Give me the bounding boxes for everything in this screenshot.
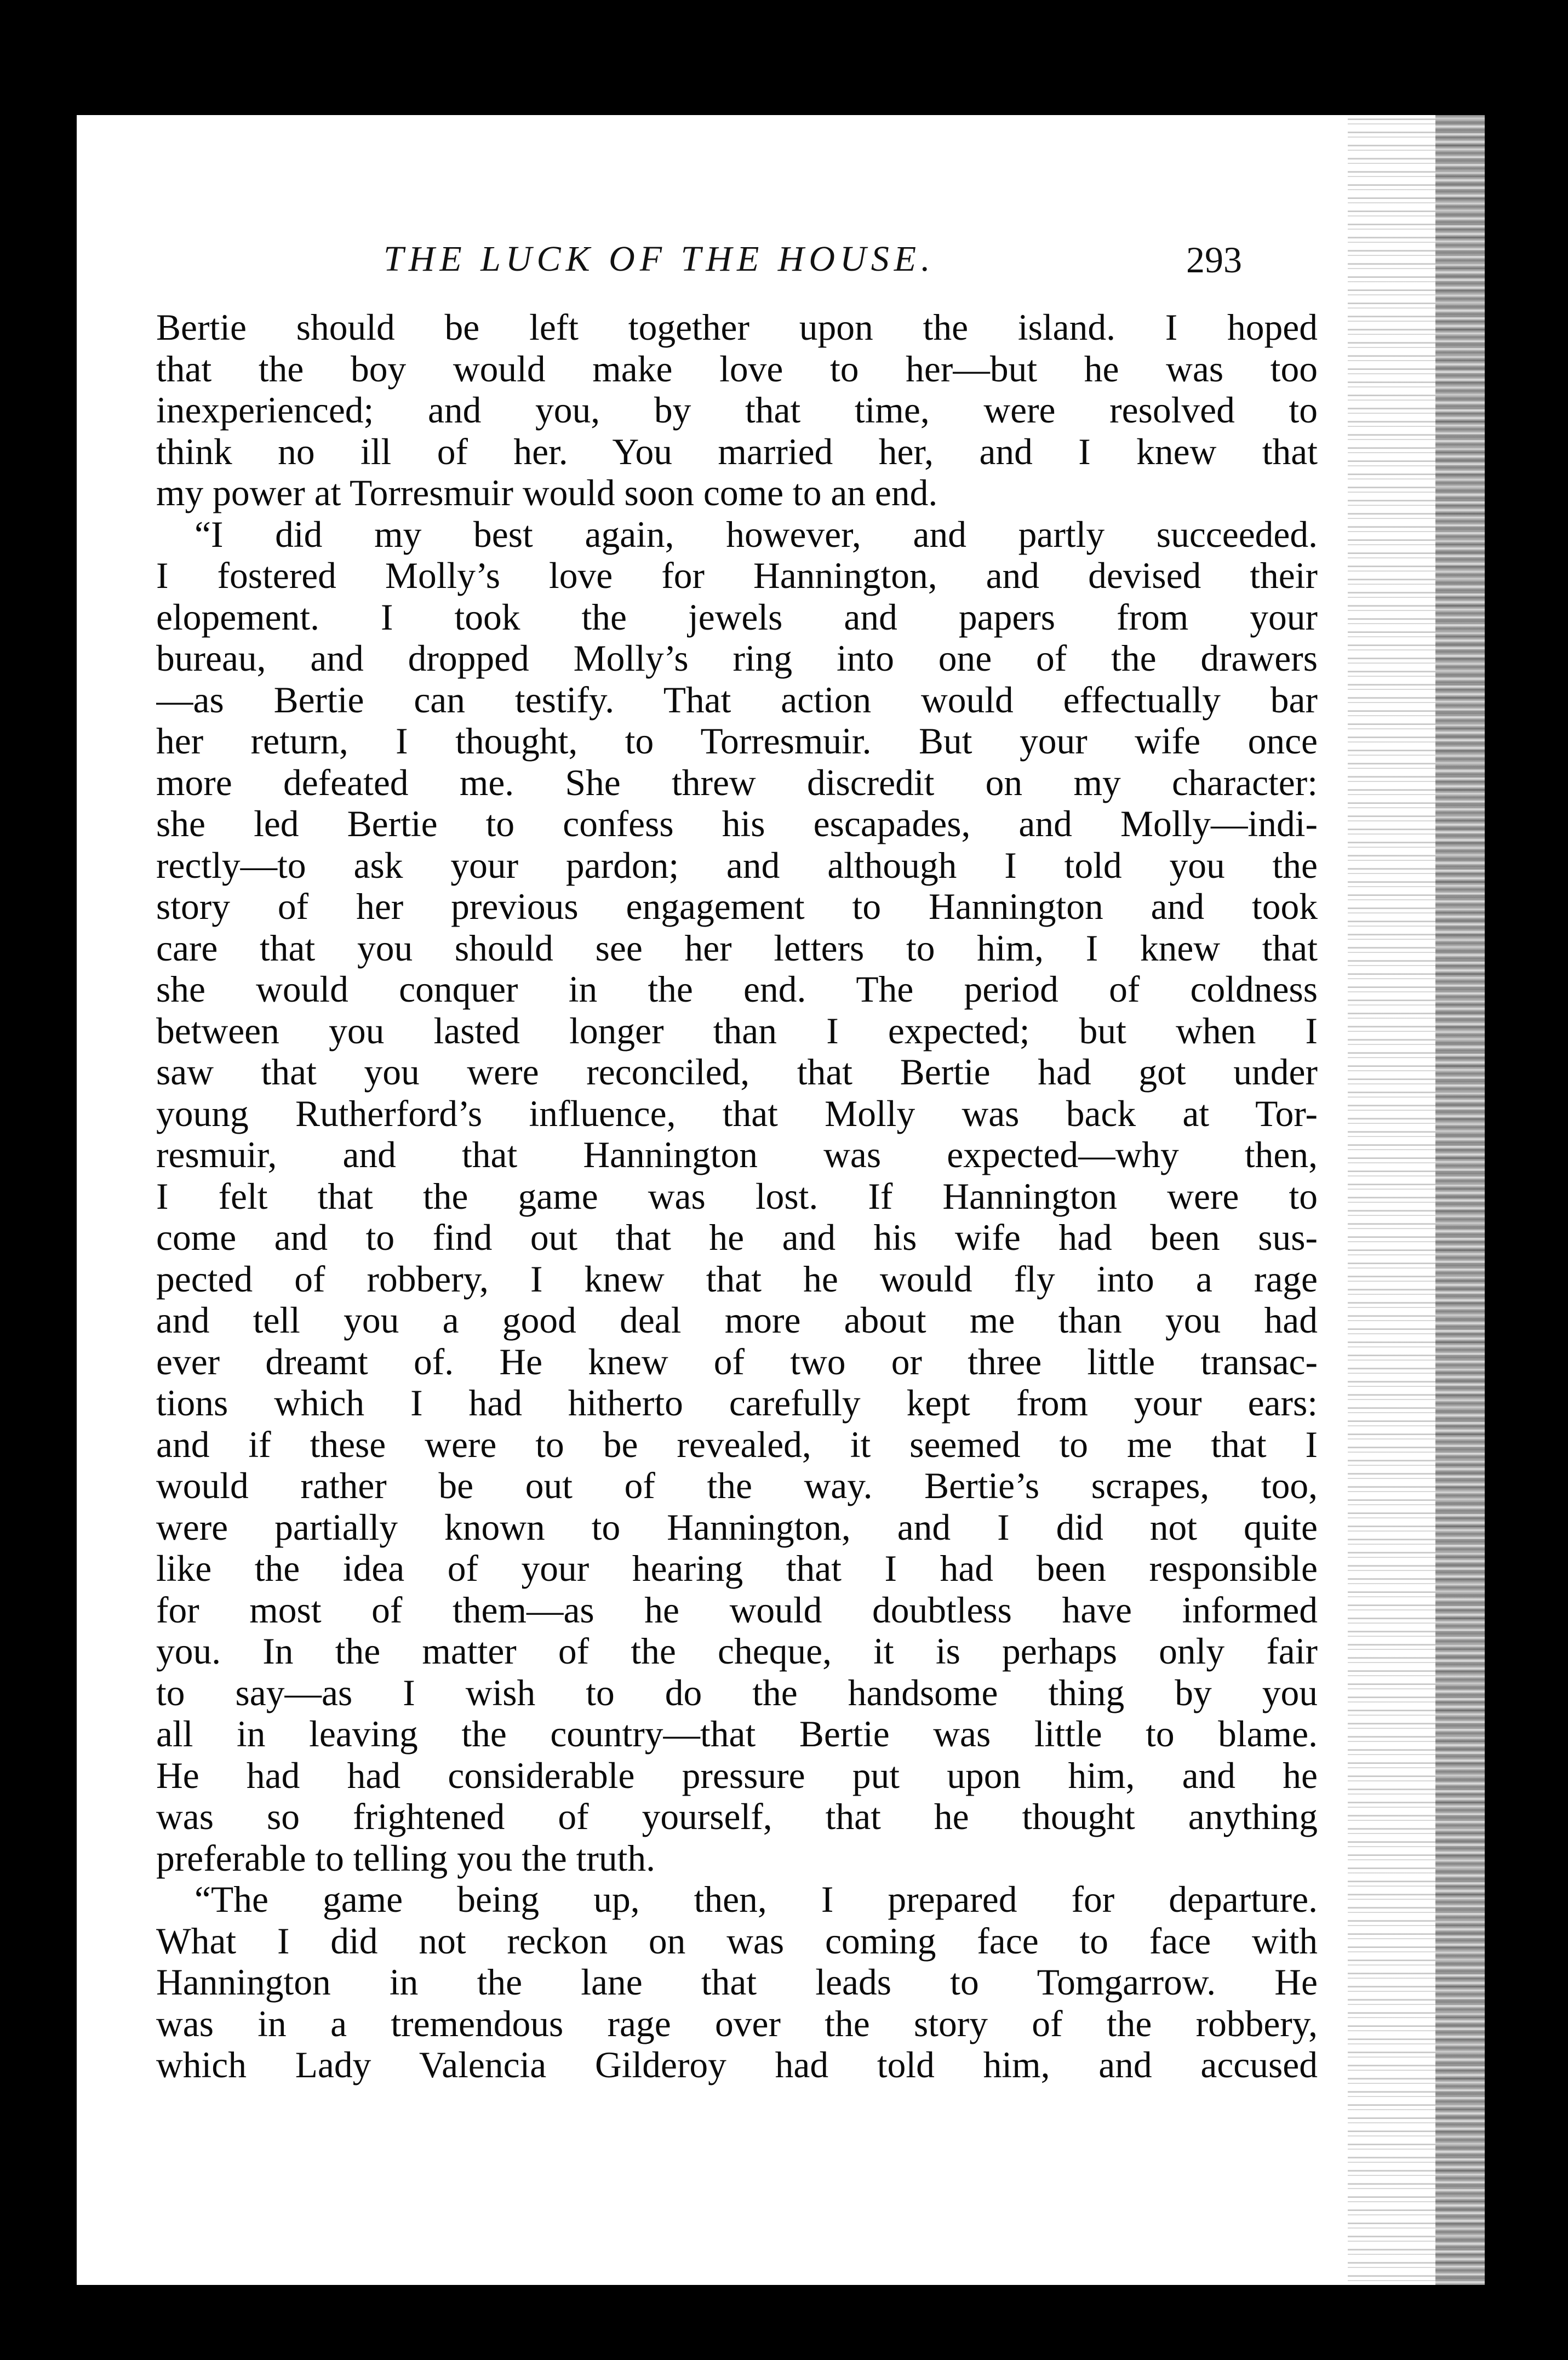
running-head [77, 238, 1337, 299]
text-line: I fostered Molly’s love for Hannington, and devised their [156, 555, 1318, 596]
text-line: you. In the matter of the cheque, it is perhaps only fair [156, 1631, 1318, 1672]
text-line: which Lady Valencia Gilderoy had told him, and accused [156, 2044, 1318, 2085]
text-line: and tell you a good deal more about me than you had [156, 1300, 1318, 1341]
text-line: she would conquer in the end. The period of coldness [156, 969, 1318, 1010]
top-rule [49, 5, 899, 13]
text-line: bureau, and dropped Molly’s ring into one of the drawers [156, 638, 1318, 679]
text-line: “The game being up, then, I prepared for departure. [194, 1879, 1318, 1920]
text-line: young Rutherford’s influence, that Molly was back at Tor- [156, 1093, 1318, 1134]
text-line: story of her previous engagement to Hannington and took [156, 886, 1318, 927]
text-line: care that you should see her letters to him, I knew that [156, 927, 1318, 969]
text-line: Hannington in the lane that leads to Tomgarrow. He [156, 1962, 1318, 2003]
book-page [77, 115, 1485, 2285]
text-line: Bertie should be left together upon the island. I hoped [156, 307, 1318, 348]
text-line: were partially known to Hannington, and I did not quite [156, 1506, 1318, 1548]
text-line: all in leaving the country—that Bertie was little to blame. [156, 1713, 1318, 1755]
text-line: inexperienced; and you, by that time, were resolved to [156, 390, 1318, 431]
text-line: for most of them—as he would doubtless have informed [156, 1589, 1318, 1631]
text-line: resmuir, and that Hannington was expected—why then, [156, 1134, 1318, 1175]
body-text [156, 307, 1318, 2086]
text-line: she led Bertie to confess his escapades, and Molly—indi- [156, 803, 1318, 844]
text-line: ever dreamt of. He knew of two or three little transac- [156, 1341, 1318, 1382]
text-line: elopement. I took the jewels and papers from your [156, 596, 1318, 638]
text-line: was so frightened of yourself, that he thought anything [156, 1796, 1318, 1837]
page-edge-speckle [1435, 115, 1485, 2285]
text-line: would rather be out of the way. Bertie’s scrapes, too, [156, 1465, 1318, 1506]
text-line: think no ill of her. You married her, and I knew that [156, 431, 1318, 472]
text-line: He had had considerable pressure put upon him, and he [156, 1755, 1318, 1796]
text-line: tions which I had hitherto carefully kept from your ears: [156, 1382, 1318, 1424]
text-line: —as Bertie can testify. That action would effectually bar [156, 679, 1318, 721]
text-line: What I did not reckon on was coming face to face with [156, 1920, 1318, 1962]
text-line: more defeated me. She threw discredit on my character: [156, 762, 1318, 803]
text-line: was in a tremendous rage over the story of the robbery, [156, 2003, 1318, 2044]
page-number: 293 [1186, 239, 1242, 281]
text-line: saw that you were reconciled, that Bertie had got under [156, 1052, 1318, 1093]
text-line: “I did my best again, however, and partly succeeded. [194, 513, 1318, 555]
text-line: rectly—to ask your pardon; and although I told you the [156, 844, 1318, 886]
text-line: preferable to telling you the truth. [156, 1837, 655, 1879]
text-line: her return, I thought, to Torresmuir. But your wife once [156, 721, 1318, 762]
text-line: between you lasted longer than I expected; but when I [156, 1010, 1318, 1052]
text-line: my power at Torresmuir would soon come to an end. [156, 472, 938, 513]
text-line: pected of robbery, I knew that he would fly into a rage [156, 1258, 1318, 1300]
text-line: like the idea of your hearing that I had been responsible [156, 1548, 1318, 1589]
running-title: THE LUCK OF THE HOUSE. [384, 239, 935, 279]
text-line: that the boy would make love to her—but he was too [156, 348, 1318, 390]
text-line: I felt that the game was lost. If Hannington were to [156, 1175, 1318, 1217]
text-line: come and to find out that he and his wife had been sus- [156, 1217, 1318, 1258]
text-line: to say—as I wish to do the handsome thing by you [156, 1672, 1318, 1713]
text-line: and if these were to be revealed, it seemed to me that I [156, 1424, 1318, 1465]
